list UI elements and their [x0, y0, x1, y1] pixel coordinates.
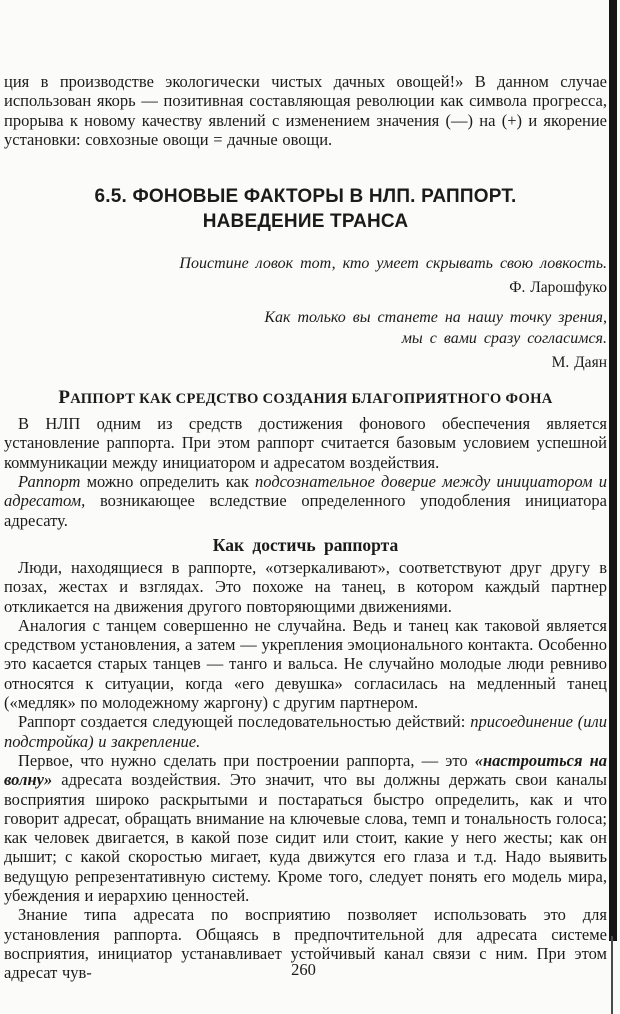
scan-edge-shadow	[609, 0, 617, 941]
first-step-lead: Первое, что нужно сделать при построении раппорта, — это	[18, 750, 475, 770]
chapter-heading-line-1: 6.5. ФОНОВЫЕ ФАКТОРЫ В НЛП. РАППОРТ.	[94, 186, 517, 208]
paragraph-nlp-background: В НЛП одним из средств достижения фонового обеспечения является установление раппорта. При этом раппорт считается базовым условием успешной коммуникации между инициатором и адресатом воздействия.	[4, 414, 607, 472]
paragraph-rapport-definition	[4, 472, 607, 530]
chapter-heading	[4, 184, 607, 234]
paragraph-dance-analogy: Аналогия с танцем совершенно не случайна. Ведь и танец как таковой является средством установления, а затем — укрепления эмоционального контакта. Особенно это касается старых танцев — танго и вальса. Не случайно молодые люди ревниво относятся к ситуации, когда «его девушка» согласилась на медленный танец («медляк» по молодежному жаргону) с другим партнером.	[4, 615, 607, 713]
subsection-heading-how-to-achieve: Как достичь раппорта	[212, 534, 399, 555]
page-number: 260	[291, 960, 316, 979]
sequence-lead: Раппорт создается следующей последовательностью действий:	[18, 712, 471, 732]
section-heading-rapport: РАППОРТ КАК СРЕДСТВО СОЗДАНИЯ БЛАГОПРИЯТНОГО ФОНА	[58, 387, 553, 409]
page-content	[4, 72, 607, 983]
term-rapport: Раппорт	[18, 472, 81, 492]
definition-mid: можно определить как	[80, 472, 256, 492]
paragraph-anchor-continuation: ция в производстве экологически чистых дачных овощей!» В данном случае использован якорь — позитивная составляющая революции как символа прогресса, прорыва к новому качеству явлений с изменением значения (—) на (+) и якорение установки: совхозные овощи = дачные овощи.	[4, 72, 607, 149]
epigraph-larochefoucauld	[4, 253, 607, 298]
sequence-emphasis: присоединение (или подстройка) и закрепление.	[4, 712, 607, 751]
epigraph-text: Поистине ловок тот, кто умеет скрывать свою ловкость.	[179, 255, 607, 273]
epigraph-dayan	[4, 307, 607, 373]
definition-tail: возникающее вследствие определенного уподобления инициатора адресату.	[4, 491, 607, 530]
epigraph-text-line-1: Как только вы станете на нашу точку зрения,	[264, 309, 607, 327]
epigraph-author: М. Даян	[551, 354, 607, 372]
epigraph-text-line-2: мы с вами сразу согласимся.	[401, 330, 607, 348]
definition-emphasis: подсознательное доверие между инициатором и адресатом,	[4, 472, 607, 511]
first-step-tail: адресата воздействия. Это значит, что вы должны держать свои каналы восприятия широко раскрытыми и постараться быстро определить, как и что говорит адресат, обращать внимание на ключевые слова, темп и тональность голоса; как человек двигается, в какой позе сидит или стоит, какие у него жесты; как он дышит; с какой скоростью мигает, куда движутся его глаза и т.д. Надо выявить ведущую репрезентативную систему. Кроме того, следует понять его модель мира, убеждения и иерархию ценностей.	[4, 770, 607, 906]
paragraph-perception-type: Знание типа адресата по восприятию позволяет использовать это для установления раппорта. Общаясь в предпочтительной для адресата системе восприятия, инициатор устанавливает устойчивый канал связи с ним. При этом адресат чув-	[4, 905, 607, 983]
epigraph-author: Ф. Ларошфуко	[509, 279, 607, 297]
paragraph-mirroring: Люди, находящиеся в раппорте, «отзеркаливают», соответствуют друг другу в позах, жестах и взглядах. Это похоже на танец, в котором каждый партнер откликается на движения другого повторяющими движениями.	[4, 557, 607, 616]
paragraph-first-step	[4, 751, 607, 905]
chapter-heading-line-2: НАВЕДЕНИЕ ТРАНСА	[202, 211, 409, 233]
scan-edge-line	[611, 936, 613, 1014]
first-step-strong-emphasis: «настроиться на волну»	[4, 750, 607, 790]
paragraph-rapport-sequence	[4, 712, 607, 751]
